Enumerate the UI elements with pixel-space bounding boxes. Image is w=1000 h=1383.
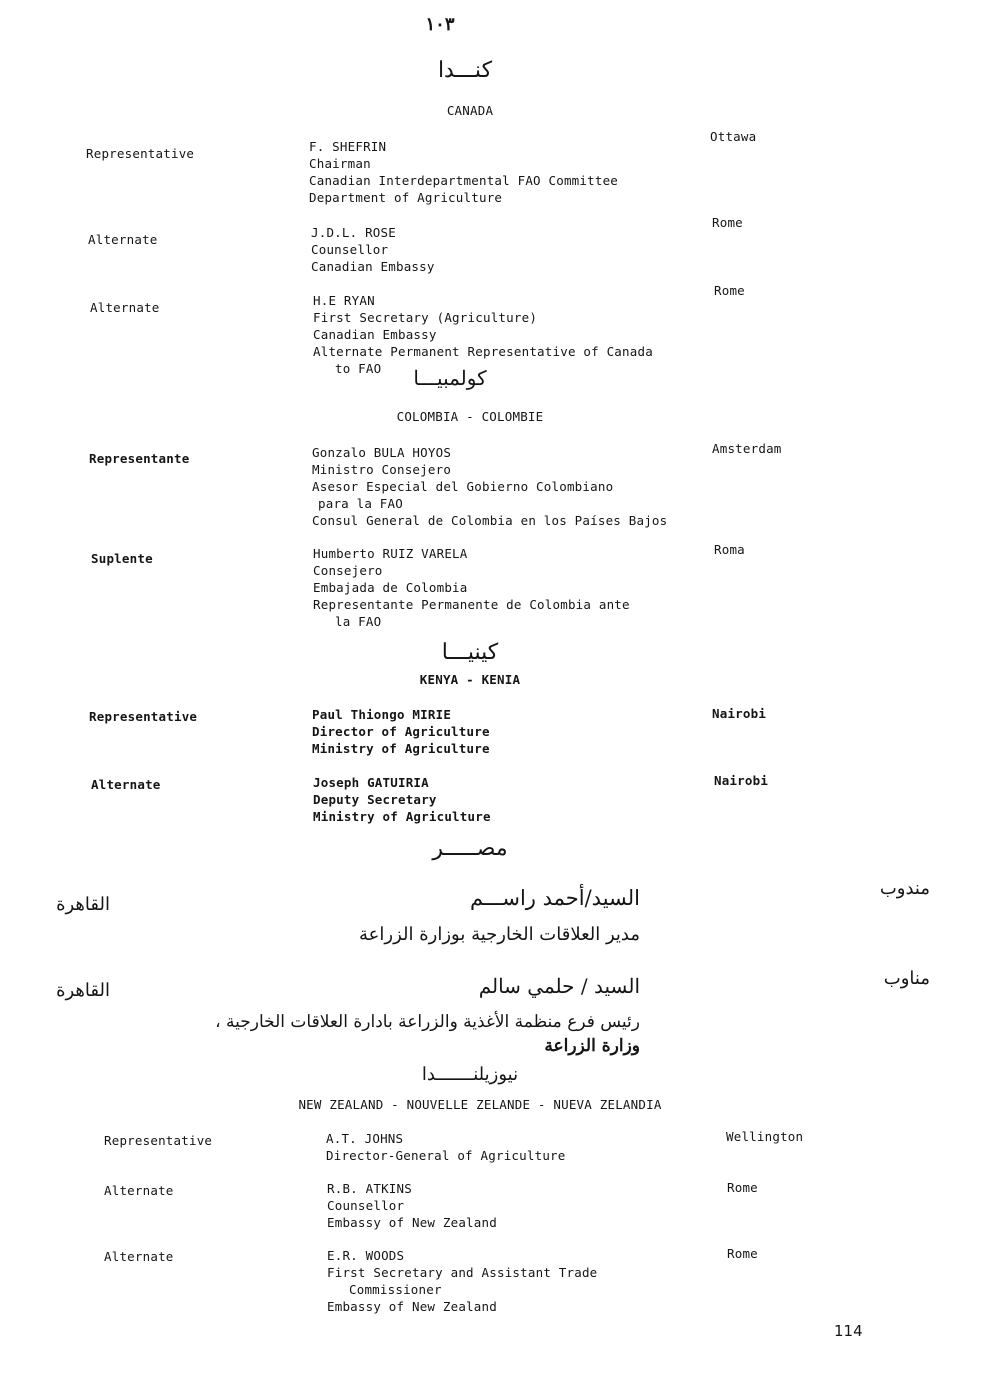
delegate-name: F. SHEFRIN bbox=[309, 139, 387, 154]
delegate-title: Consejero bbox=[313, 563, 383, 578]
delegate-name: R.B. ATKINS bbox=[327, 1181, 412, 1196]
delegate-name: Paul Thiongo MIRIE bbox=[312, 707, 452, 722]
delegate-details bbox=[311, 224, 435, 275]
delegate-city: Rome bbox=[714, 283, 745, 298]
delegate-name: Joseph GATUIRIA bbox=[313, 775, 429, 790]
country-heading-canada: CANADA bbox=[446, 103, 494, 118]
delegate-details bbox=[326, 1130, 566, 1164]
country-heading-arabic-canada: كنـــدا bbox=[437, 58, 493, 83]
delegate-name: Gonzalo BULA HOYOS bbox=[312, 445, 452, 460]
delegate-name: E.R. WOODS bbox=[327, 1248, 405, 1263]
delegate-org: Embassy of New Zealand bbox=[327, 1215, 497, 1230]
delegate-details bbox=[313, 774, 491, 825]
delegate-title: Commissioner bbox=[349, 1282, 442, 1297]
country-heading-arabic-colombia: كولمبيـــا bbox=[413, 366, 487, 390]
delegate-city: Rome bbox=[727, 1180, 758, 1195]
delegate-role: Alternate bbox=[104, 1249, 174, 1264]
country-heading-colombia: COLOMBIA - COLOMBIE bbox=[396, 409, 544, 424]
delegate-details bbox=[313, 292, 653, 377]
page-number-arabic: ١٠٣ bbox=[425, 14, 455, 35]
delegate-city: القاهرة bbox=[56, 894, 110, 915]
country-heading-arabic-egypt: مصـــــر bbox=[432, 836, 508, 861]
country-heading-kenya: KENYA - KENIA bbox=[419, 672, 521, 687]
delegate-title: Consul General de Colombia en los Países Bajos bbox=[312, 513, 668, 528]
country-heading-arabic-kenya: كينيـــا bbox=[441, 640, 499, 665]
delegate-role: مندوب bbox=[879, 878, 930, 899]
delegate-title: Canadian Interdepartmental FAO Committee bbox=[309, 173, 619, 188]
delegate-title: رئيس فرع منظمة الأغذية والزراعة بادارة العلاقات الخارجية ، bbox=[215, 1012, 640, 1032]
delegate-name: A.T. JOHNS bbox=[326, 1131, 404, 1146]
delegate-role: Alternate bbox=[90, 300, 160, 315]
delegate-org: Canadian Embassy bbox=[313, 327, 437, 342]
delegate-role: Suplente bbox=[91, 551, 153, 566]
delegate-role: Alternate bbox=[88, 232, 158, 247]
delegate-title: para la FAO bbox=[318, 496, 403, 511]
delegate-details bbox=[312, 444, 667, 529]
delegate-name: السيد / حلمي سالم bbox=[478, 974, 640, 998]
delegate-org: Ministry of Agriculture bbox=[313, 809, 491, 824]
delegate-name: J.D.L. ROSE bbox=[311, 225, 396, 240]
country-heading-arabic-new-zealand: نيوزيلنـــــــدا bbox=[421, 1064, 519, 1085]
delegate-role: Representante bbox=[89, 451, 190, 466]
delegate-role: Representative bbox=[104, 1133, 213, 1148]
delegate-title: Counsellor bbox=[311, 242, 389, 257]
delegate-city: Rome bbox=[712, 215, 743, 230]
delegate-title: Chairman bbox=[309, 156, 371, 171]
delegate-role: Representative bbox=[86, 146, 195, 161]
delegate-title: Alternate Permanent Representative of Canada bbox=[313, 344, 653, 359]
delegate-role: مناوب bbox=[883, 968, 930, 989]
delegate-org: Ministry of Agriculture bbox=[312, 741, 490, 756]
delegate-city: القاهرة bbox=[56, 980, 110, 1001]
delegate-title: First Secretary (Agriculture) bbox=[313, 310, 538, 325]
delegate-title: to FAO bbox=[335, 361, 382, 376]
delegate-org: Department of Agriculture bbox=[309, 190, 503, 205]
delegate-name: H.E RYAN bbox=[313, 293, 375, 308]
delegate-city: Nairobi bbox=[712, 706, 767, 721]
delegate-city: Nairobi bbox=[714, 773, 769, 788]
delegate-title: Ministro Consejero bbox=[312, 462, 452, 477]
delegate-details bbox=[309, 138, 618, 206]
delegate-org: Embajada de Colombia bbox=[313, 580, 468, 595]
delegate-details bbox=[327, 1180, 497, 1231]
delegate-title: First Secretary and Assistant Trade bbox=[327, 1265, 598, 1280]
delegate-city: Amsterdam bbox=[712, 441, 782, 456]
delegate-org: Canadian Embassy bbox=[311, 259, 435, 274]
delegate-city: Rome bbox=[727, 1246, 758, 1261]
delegate-title: مدير العلاقات الخارجية بوزارة الزراعة bbox=[359, 924, 640, 945]
delegate-city: Wellington bbox=[726, 1129, 804, 1144]
country-heading-new-zealand: NEW ZEALAND - NOUVELLE ZELANDE - NUEVA ZELANDIA bbox=[298, 1097, 662, 1112]
delegate-title: Deputy Secretary bbox=[313, 792, 437, 807]
delegate-city: Roma bbox=[714, 542, 745, 557]
delegate-details bbox=[312, 706, 490, 757]
delegate-role: Alternate bbox=[91, 777, 161, 792]
delegate-org: Embassy of New Zealand bbox=[327, 1299, 497, 1314]
delegate-title: Asesor Especial del Gobierno Colombiano bbox=[312, 479, 614, 494]
delegate-city: Ottawa bbox=[710, 129, 757, 144]
delegate-title: la FAO bbox=[335, 614, 382, 629]
delegate-role: Representative bbox=[89, 709, 198, 724]
delegate-name: Humberto RUIZ VARELA bbox=[313, 546, 468, 561]
page-number: 114 bbox=[834, 1322, 863, 1340]
delegate-org: وزارة الزراعة bbox=[544, 1036, 640, 1056]
delegate-details bbox=[313, 545, 630, 630]
delegate-title: Director-General of Agriculture bbox=[326, 1148, 566, 1163]
delegate-title: Director of Agriculture bbox=[312, 724, 490, 739]
delegate-title: Representante Permanente de Colombia ante bbox=[313, 597, 630, 612]
delegate-title: Counsellor bbox=[327, 1198, 405, 1213]
delegate-role: Alternate bbox=[104, 1183, 174, 1198]
delegate-details bbox=[327, 1247, 597, 1315]
delegate-name: السيد/أحمد راســـم bbox=[469, 886, 640, 910]
